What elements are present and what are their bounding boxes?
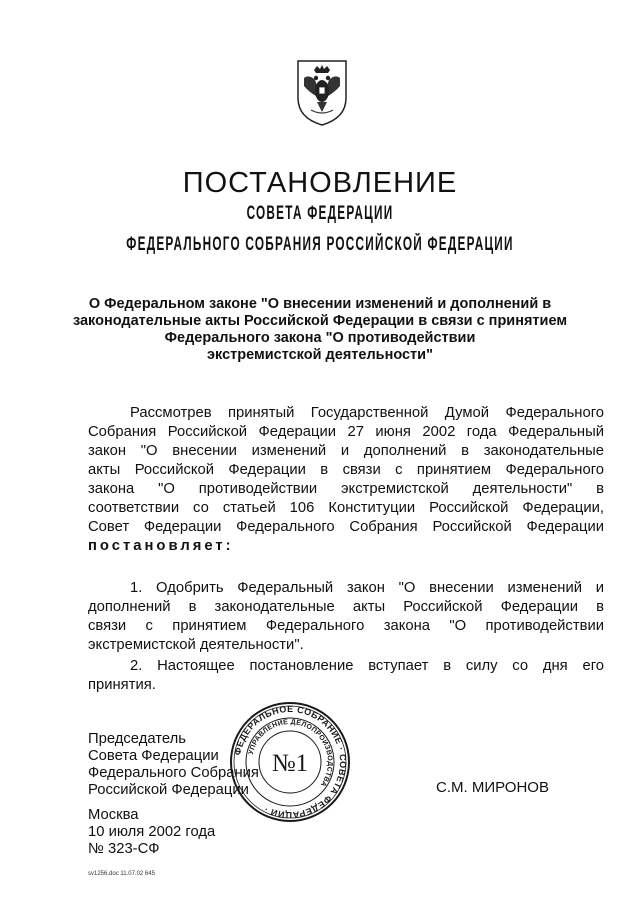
coat-of-arms-icon (295, 58, 349, 128)
stamp-outer-text: ФЕДЕРАЛЬНОЕ СОБРАНИЕ · СОВЕТА ФЕДЕРАЦИИ · (232, 703, 349, 821)
subject-heading (60, 296, 580, 364)
text-line: закон "О внесении изменений и дополнений в законодательные (88, 443, 604, 459)
resolves-word: постановляет: (88, 538, 234, 554)
text-line: акты Российской Федерации в связи с принятием Федерального (88, 462, 604, 478)
text-line: 2. Настоящее постановление вступает в силу со дня его (130, 658, 604, 674)
resolution-item-1 (88, 579, 604, 655)
issuer-line-2: ФЕДЕРАЛЬНОГО СОБРАНИЯ РОССИЙСКОЙ ФЕДЕРАЦИИ (126, 234, 514, 255)
text-line: экстремистской деятельности". (88, 637, 304, 653)
subject-line: экстремистской деятельности" (207, 347, 433, 363)
text-line: принятия. (88, 677, 156, 693)
document-title: ПОСТАНОВЛЕНИЕ (182, 167, 458, 199)
signer-line: Совета Федерации (88, 748, 219, 764)
text-line: соответствии со статьей 106 Конституции Российской Федерации, (88, 500, 604, 516)
subject-line: законодательные акты Российской Федерации в связи с принятием (72, 313, 568, 329)
text-line: Рассмотрев принятый Государственной Думой Федерального (130, 405, 604, 421)
stamp-center-number: №1 (271, 750, 309, 777)
subject-line: О Федеральном законе "О внесении изменений и дополнений в (88, 296, 552, 312)
text-line: связи с принятием Федерального закона "О противодействии (88, 618, 604, 634)
issue-number: № 323-СФ (88, 841, 160, 857)
issue-details (88, 807, 215, 858)
text-line: закона "О противодействии экстремистской деятельности" в (88, 481, 604, 497)
signer-line: Председатель (88, 731, 186, 747)
text-line: дополнений в законодательные акты Российской Федерации в (88, 599, 604, 615)
issue-place: Москва (88, 807, 139, 823)
preamble-paragraph (88, 404, 604, 556)
text-line: 1. Одобрить Федеральный закон "О внесении изменений и (130, 580, 604, 596)
stamp-inner-text: УПРАВЛЕНИЕ ДЕЛОПРОИЗВОДСТВА (247, 718, 334, 788)
issuer-line-1: СОВЕТА ФЕДЕРАЦИИ (246, 203, 394, 224)
issue-date: 10 июля 2002 года (88, 824, 216, 840)
subject-line: Федерального закона "О противодействии (164, 330, 476, 346)
signer-line: Федерального Собрания (88, 765, 259, 781)
resolution-item-2 (88, 657, 604, 695)
official-seal-stamp (228, 700, 352, 824)
text-line: Собрания Российской Федерации 27 июня 2002 года Федеральный (88, 424, 604, 440)
signer-name: С.М. МИРОНОВ (436, 779, 549, 796)
file-code: sv1256.doc 11.07.02 645 (88, 871, 155, 877)
signer-line: Российской Федерации (88, 782, 249, 798)
text-line: Совет Федерации Федерального Собрания Российской Федерации (88, 519, 604, 535)
